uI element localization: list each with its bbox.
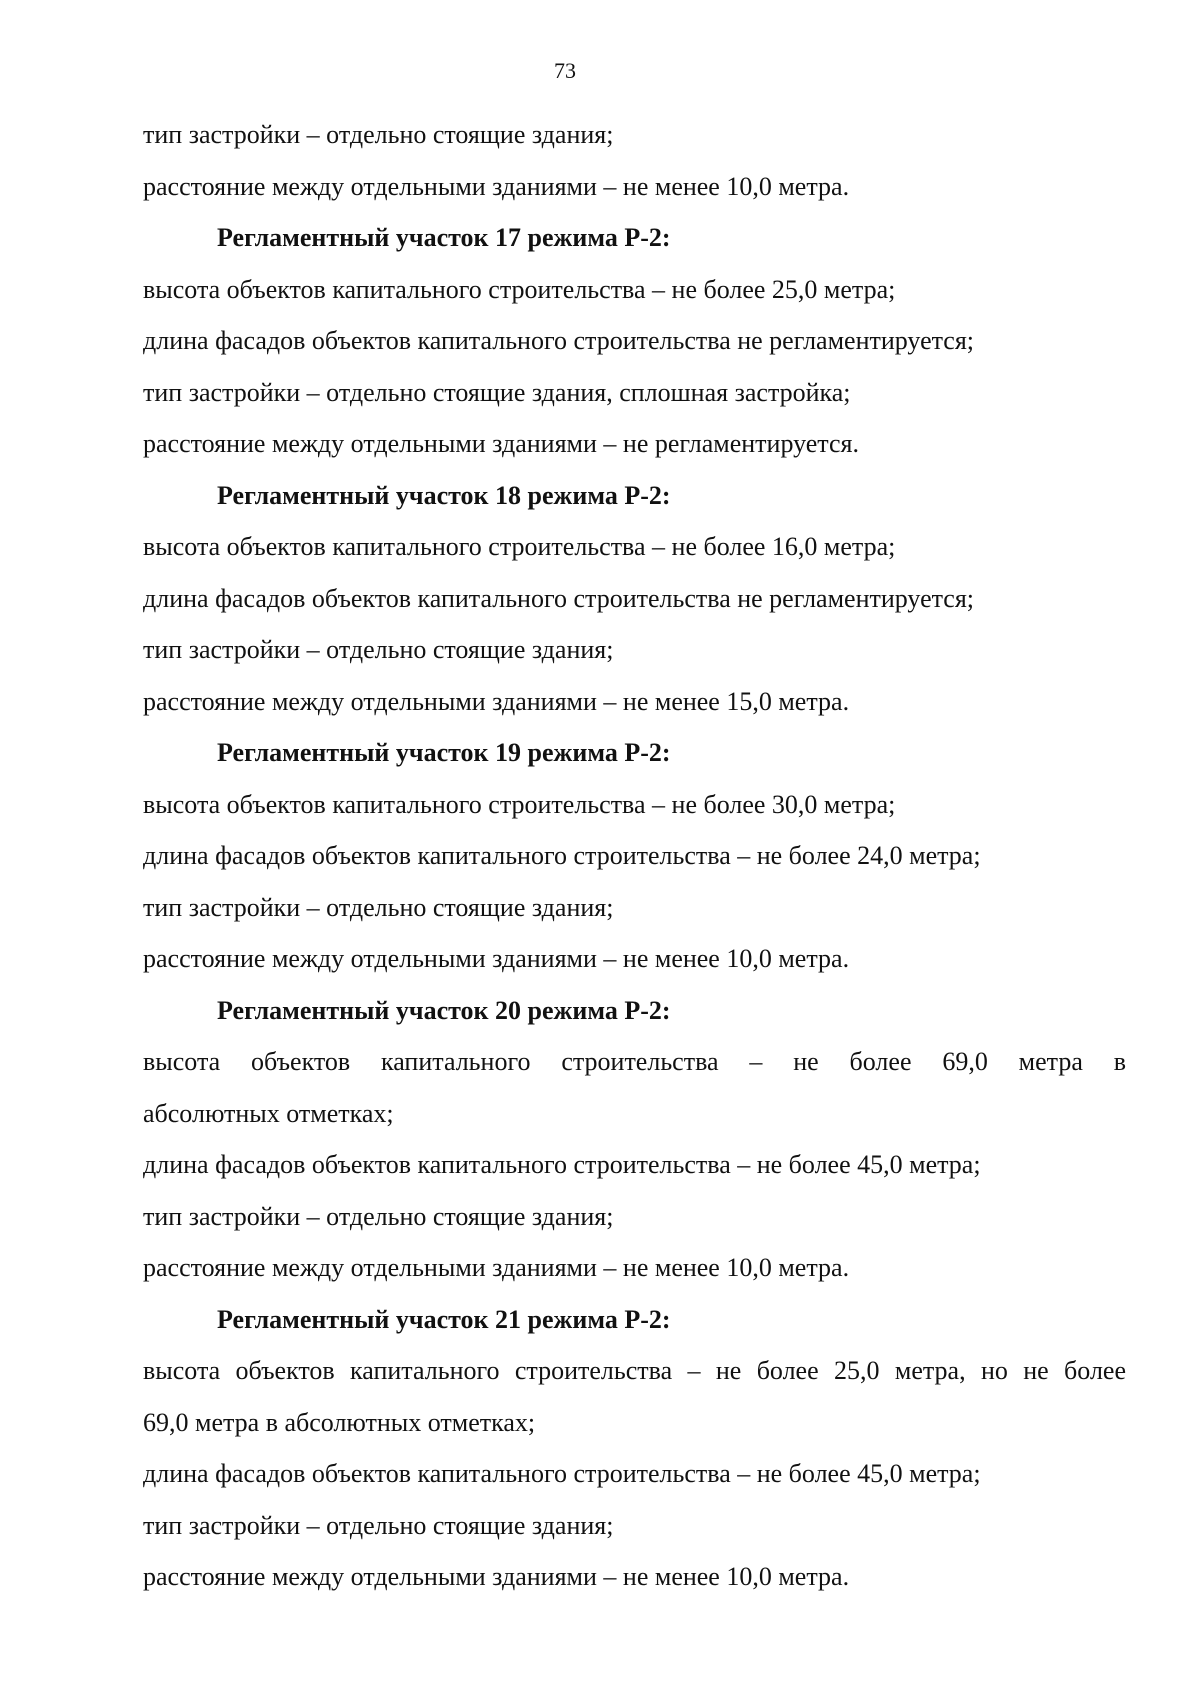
section-20-distance: расстояние между отдельными зданиями – не менее 10,0 метра. xyxy=(143,1253,850,1282)
section-18-distance: расстояние между отдельными зданиями – не менее 15,0 метра. xyxy=(143,686,850,716)
section-21-height-line-1: высота объектов капитального строительства – не более 25,0 метра, но не более xyxy=(143,1356,1126,1385)
section-21-facade: длина фасадов объектов капитального строительства – не более 45,0 метра; xyxy=(143,1459,981,1488)
section-17-facade: длина фасадов объектов капитального строительства не регламентируется; xyxy=(143,326,975,355)
section-heading-21: Регламентный участок 21 режима Р-2: xyxy=(217,1304,671,1334)
section-18-height: высота объектов капитального строительства – не более 16,0 метра; xyxy=(143,532,896,561)
section-18-facade: длина фасадов объектов капитального строительства не регламентируется; xyxy=(143,583,975,613)
section-17-building-type: тип застройки – отдельно стоящие здания, сплошная застройка; xyxy=(143,377,851,407)
section-20-height-line-1: высота объектов капитального строительства – не более 69,0 метра в xyxy=(143,1047,1126,1076)
section-20-height-line-2: абсолютных отметках; xyxy=(143,1098,394,1128)
section-heading-19: Регламентный участок 19 режима Р-2: xyxy=(217,738,671,767)
section-19-building-type: тип застройки – отдельно стоящие здания; xyxy=(143,892,614,922)
section-19-height: высота объектов капитального строительства – не более 30,0 метра; xyxy=(143,789,896,819)
intro-building-type: тип застройки – отдельно стоящие здания; xyxy=(143,120,614,149)
section-heading-18: Регламентный участок 18 режима Р-2: xyxy=(217,480,671,510)
section-21-height-line-2: 69,0 метра в абсолютных отметках; xyxy=(143,1407,536,1437)
document-body xyxy=(143,109,1126,1603)
section-17-distance: расстояние между отдельными зданиями – не регламентируется. xyxy=(143,429,859,458)
intro-distance: расстояние между отдельными зданиями – не менее 10,0 метра. xyxy=(143,171,850,201)
section-20-facade: длина фасадов объектов капитального строительства – не более 45,0 метра; xyxy=(143,1150,981,1179)
section-21-building-type: тип застройки – отдельно стоящие здания; xyxy=(143,1510,614,1540)
section-21-distance: расстояние между отдельными зданиями – не менее 10,0 метра. xyxy=(143,1562,850,1591)
section-19-distance: расстояние между отдельными зданиями – не менее 10,0 метра. xyxy=(143,944,850,973)
section-heading-17: Регламентный участок 17 режима Р-2: xyxy=(217,223,671,252)
section-19-facade: длина фасадов объектов капитального строительства – не более 24,0 метра; xyxy=(143,841,981,870)
section-heading-20: Регламентный участок 20 режима Р-2: xyxy=(217,995,671,1025)
page-number: 73 xyxy=(554,58,576,83)
section-17-height: высота объектов капитального строительства – не более 25,0 метра; xyxy=(143,274,896,304)
section-18-building-type: тип застройки – отдельно стоящие здания; xyxy=(143,635,614,664)
section-20-building-type: тип застройки – отдельно стоящие здания; xyxy=(143,1201,614,1231)
